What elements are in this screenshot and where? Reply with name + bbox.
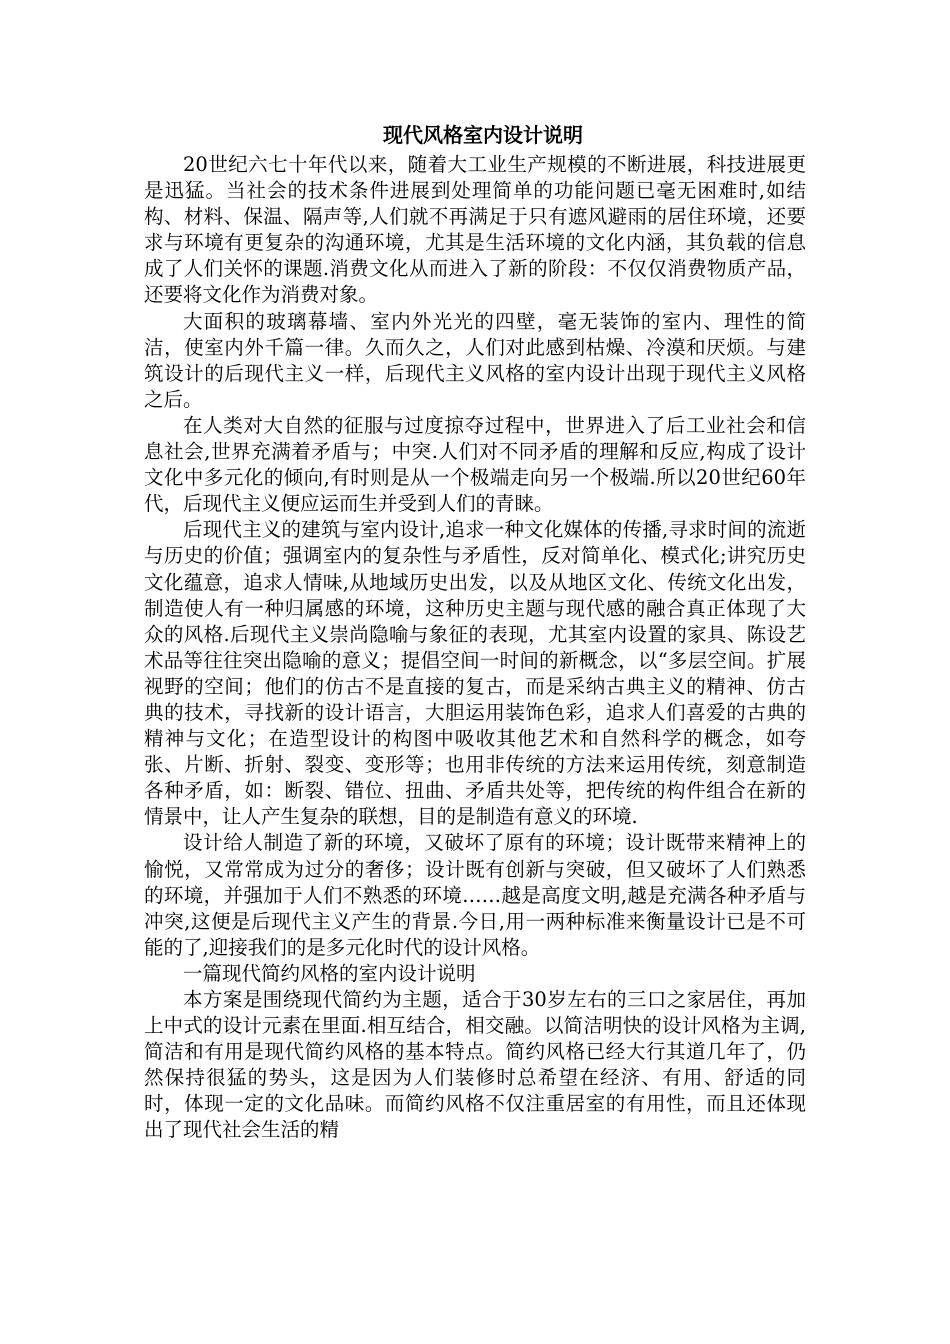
paragraph-post-industrial: 在人类对大自然的征服与过度掠夺过程中，世界进入了后工业社会和信息社会,世界充满着矛盾与；中突.人们对不同矛盾的理解和反应,构成了设计文化中多元化的倾向,有时则是从一个极端走向另一个极端.所以20世纪60年代，后现代主义便应运而生并受到人们的青睐。 <box>144 413 806 516</box>
paragraph-glass-walls: 大面积的玻璃幕墙、室内外光光的四壁，毫无装饰的室内、理性的简洁，使室内外千篇一律。久而久之，人们对此感到枯燥、冷漠和厌烦。与建筑设计的后现代主义一样，后现代主义风格的室内设计出现于现代主义风格之后。 <box>144 309 806 411</box>
section-heading-minimalist: 一篇现代简约风格的室内设计说明 <box>183 961 476 985</box>
paragraph-design-contradictions: 设计给人制造了新的环境，又破坏了原有的环境；设计既带来精神上的愉悦，又常常成为过分的奢侈；设计既有创新与突破，但又破坏了人们熟悉的环境，并强加于人们不熟悉的环境……越是高度文明,越是充满各种矛盾与冲突,这便是后现代主义产生的背景.今日,用一两种标准来衡量设计已是不可能的了,迎接我们的是多元化时代的设计风格。 <box>144 831 806 959</box>
paragraph-intro: 20世纪六七十年代以来，随着大工业生产规模的不断进展，科技进展更是迅猛。当社会的技术条件进展到处理简单的功能问题已毫无困难时,如结构、材料、保温、隔声等,人们就不再满足于只有遮风避雨的居住环境，还要求与环境有更复杂的沟通环境，尤其是生活环境的文化内涵，其负载的信息成了人们关怀的课题.消费文化从而进入了新的阶段：不仅仅消费物质产品，还要将文化作为消费对象。 <box>144 153 806 307</box>
document-page <box>144 118 806 1144</box>
paragraph-postmodern-design: 后现代主义的建筑与室内设计,追求一种文化媒体的传播,寻求时间的流逝与历史的价值；强调室内的复杂性与矛盾性，反对简单化、模式化;讲究历史文化蕴意，追求人情味,从地域历史出发，以及从地区文化、传统文化出发，制造使人有一种归属感的环境，这种历史主题与现代感的融合真正体现了大众的风格.后现代主义崇尚隐喻与象征的表现，尤其室内设置的家具、陈设艺术品等往往突出隐喻的意义；提倡空间一时间的新概念，以“多层空间。扩展视野的空间；他们的仿古不是直接的复古，而是采纳古典主义的精神、仿古典的技术，寻找新的设计语言，大胆运用装饰色彩，追求人们喜爱的古典的精神与文化；在造型设计的构图中吸收其他艺术和自然科学的概念，如夸张、片断、折射、裂变、变形等；也用非传统的方法来运用传统，刻意制造各种矛盾，如：断裂、错位、扭曲、矛盾共处等，把传统的构件组合在新的情景中，让人产生复杂的联想，目的是制造有意义的环境. <box>144 518 806 829</box>
paragraph-minimalist-plan: 本方案是围绕现代简约为主题，适合于30岁左右的三口之家居住，再加上中式的设计元素在里面.相互结合，相交融。以简洁明快的设计风格为主调,简洁和有用是现代简约风格的基本特点。简约风格已经大行其道几年了，仍然保持很猛的势头，这是因为人们装修时总希望在经济、有用、舒适的同时，体现一定的文化品味。而简约风格不仅注重居室的有用性，而且还体现出了现代社会生活的精 <box>144 988 806 1142</box>
document-title: 现代风格室内设计说明 <box>383 123 583 147</box>
